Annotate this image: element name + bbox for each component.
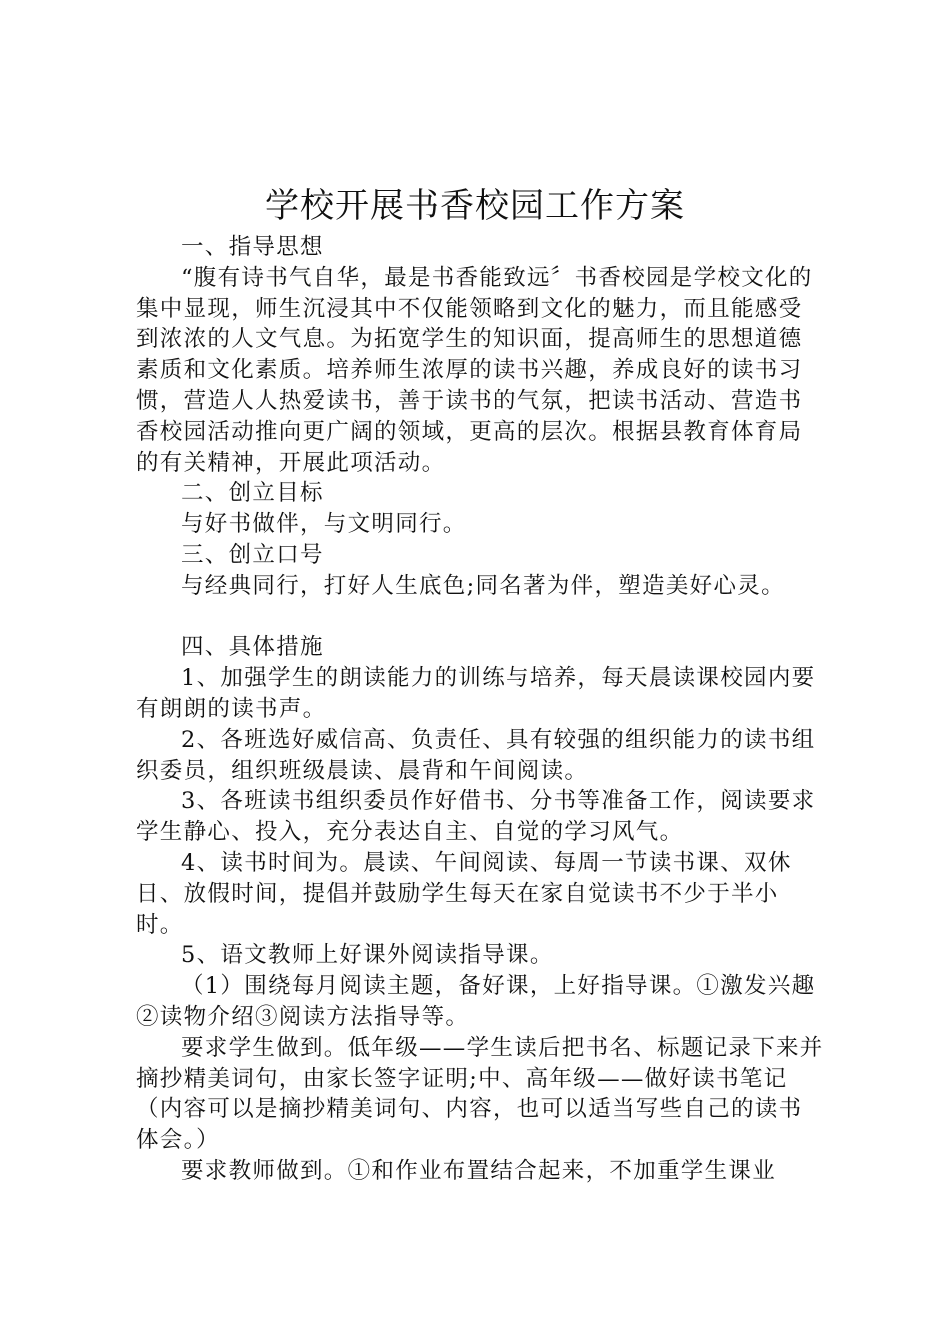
paragraph-goals: 与好书做伴，与文明同行。 [181, 511, 467, 538]
paragraph-guiding-ideology: “腹有诗书气自华，最是书香能致远〞书香校园是学校文化的集中显现，师生沉浸其中不仅能领略到文化的魅力，而且能感受到浓浓的人文气息。为拓宽学生的知识面，提高师生的思想道德素质和文化素质。培养师生浓厚的读书兴趣，养成良好的读书习惯，营造人人热爱读书，善于读书的气氛，把读书活动、营造书香校园活动推向更广阔的领域，更高的层次。根据县教育体育局的有关精神，开展此项活动。 [136, 264, 813, 476]
paragraph-slogan: 与经典同行，打好人生底色;同名著为伴，塑造美好心灵。 [181, 572, 785, 599]
section-heading-measures: 四、具体措施 [181, 634, 324, 661]
section-heading-guiding-ideology: 一、指导思想 [181, 234, 324, 260]
paragraph-student-requirements: 要求学生做到。低年级——学生读后把书名、标题记录下来并摘抄精美词句，由家长签字证明;中、高年级——做好读书笔记（内容可以是摘抄精美词句、内容，也可以适当写些自己的读书体会。） [136, 1034, 824, 1154]
section-heading-slogan: 三、创立口号 [181, 541, 324, 568]
measure-item: 2、各班选好威信高、负责任、具有较强的组织能力的读书组织委员，组织班级晨读、晨背和午间阅读。 [136, 726, 816, 784]
measure-subitem: （1）围绕每月阅读主题，备好课，上好指导课。①激发兴趣②读物介绍③阅读方法指导等。 [136, 973, 816, 1030]
document-title: 学校开展书香校园工作方案 [265, 186, 685, 226]
measure-item: 1、加强学生的朗读能力的训练与培养，每天晨读课校园内要有朗朗的读书声。 [136, 665, 816, 722]
measure-item: 3、各班读书组织委员作好借书、分书等准备工作，阅读要求学生静心、投入，充分表达自主、自觉的学习风气。 [136, 788, 816, 846]
paragraph-teacher-requirements: 要求教师做到。①和作业布置结合起来，不加重学生课业 [181, 1157, 777, 1184]
measure-item: 5、语文教师上好课外阅读指导课。 [181, 942, 554, 969]
document-body [136, 232, 826, 1187]
section-heading-goals: 二、创立目标 [181, 480, 324, 507]
measure-item: 4、读书时间为。晨读、午间阅读、每周一节读书课、双休日、放假时间，提倡并鼓励学生每天在家自觉读书不少于半小时。 [136, 849, 792, 938]
